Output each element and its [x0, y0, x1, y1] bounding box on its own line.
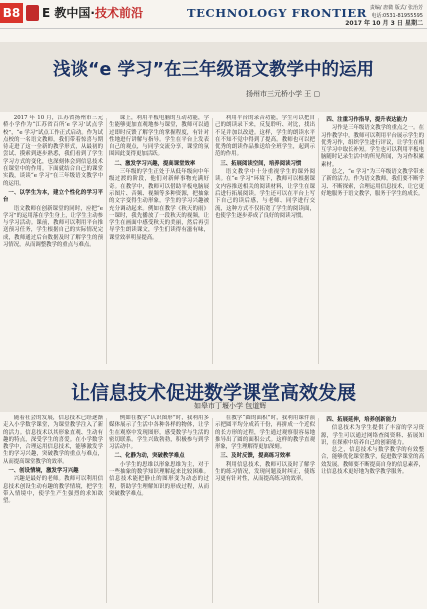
paragraph: 利用平台的录音功能，学生可以把自己的朗读录下来，反复聆听、对比，找出不足并加以改进。这样，学生的朗读水平在不知不觉中得到了提高。教师也可以把优秀的朗读作品推送给全班学生，起到示范的作用。: [215, 115, 315, 158]
section-title: [42, 3, 143, 23]
english-section-title: TECHNOLOGY FRONTIER: [187, 6, 367, 20]
paragraph: 习作是三年级语文教学的重点之一。在习作教学中，教师可以利用平台展示学生的优秀习作，组织学生进行评议，让学生在相互学习中取长补短。学生也可以利用平板电脑随时记录生活中的所见所闻，为习作积累素材。: [321, 125, 424, 168]
paragraph: 例如在教学“认识图形”时，我利用多媒体展示了生活中各种各样的物体，让学生在观察中发现图形，感受数学与生活的密切联系。学生兴致勃勃，积极参与到学习活动中。: [109, 415, 209, 451]
editor-line: 责编/ 唐微 版式/ 张治芳: [369, 5, 423, 11]
paragraph: 随着社会的发展，信息技术已经逐渐走入小学数学课堂，为课堂教学注入了新的活力。信息技术以其形象直观、生动有趣的特点，深受学生的喜爱。在小学数学教学中，合理运用信息技术，能够激发学生的学习兴趣，突破教学的重点与难点，从而提高课堂教学的效率。: [3, 415, 103, 465]
article1-column-3: [215, 115, 315, 367]
article2-byline: 如皋市丁堰小学 包道辉: [194, 402, 267, 410]
subheading: 一、创设情境，激发学习兴趣: [8, 468, 79, 475]
column-divider: [318, 118, 319, 364]
article2-column-4: [321, 415, 424, 606]
paragraph: 总之，信息技术与数学教学的有效整合，能够优化课堂教学，促进数学课堂的高效发展。教师要不断提高自身的信息素养，让信息技术更好地为数学教学服务。: [321, 447, 424, 476]
header-meta: [345, 4, 423, 28]
issue-date: 2017 年 10 月 3 日 星期二: [345, 20, 423, 27]
paragraph: 总之，“e 学习”为三年级语文教学带来了新的活力。作为语文教师，我们要不断学习、不断探索，合理运用信息技术，让它更好地服务于语文教学，服务于学生的成长。: [321, 169, 424, 197]
section-part2: 技术前沿: [94, 6, 143, 20]
phone-line: 电话:0531-81955595: [371, 13, 423, 19]
subheading: 四、拓展延伸，培养创新能力: [326, 417, 397, 423]
paragraph: 利用信息技术，教师可以及时了解学生的练习情况，发现问题及时纠正，使练习更有针对性，从而提高练习的效率。: [215, 461, 315, 483]
paragraph: 课上，利用平板电脑的互动功能，学生能够更加直观地参与课堂，教师可以通过即时反馈了解学生的掌握程度，有针对性地进行讲解与指导。学生在平台上发表自己的观点，与同学交流分享，课堂的氛围因此变得更加活跃。: [109, 115, 209, 158]
newspaper-logo-icon: [26, 5, 39, 21]
article2-column-2: [109, 415, 209, 606]
article1-column-1: [3, 115, 103, 367]
section-part1: E 教中国: [42, 6, 91, 20]
section-separator: ·: [90, 6, 95, 20]
article2-column-3: [215, 415, 315, 606]
paragraph: 兴趣是最好的老师。教师可以利用信息技术创设生动有趣的教学情境，把学生带入情境中，使学生产生强烈的求知欲望。: [3, 476, 103, 505]
paragraph: 语文教师在创新课堂的同时，应把“e 学习”的运用落在学生身上，让学生主动参与学习活动。课前，教师可以利用平台推送预习任务，学生根据自己的实际情况完成，教师通过后台数据及时了解学生的预习情况，从而调整教学的重点与难点。: [3, 205, 103, 249]
article1-title: 浅谈“e 学习”在三年级语文教学中的运用: [53, 60, 374, 80]
page-number-badge: B8: [0, 3, 23, 23]
article1-column-4: [321, 115, 424, 367]
column-divider: [212, 418, 213, 603]
subheading: 三、及时反馈，提高练习效率: [220, 453, 291, 460]
article2-title: 让信息技术促进数学课堂高效发展: [70, 382, 356, 404]
article2-column-1: [3, 415, 103, 606]
page-header: [0, 0, 427, 29]
paragraph: 2017 年 10 月，江苏省扬州市三元桥小学作为“江苏省百所‘e 学习’试点学校”，“e 学习”试点工作正式启动。作为试点校的一名语文教师，我们带着惊喜与期待走进了这一全新的教学形式，从最初的尝试、摸索到逐步熟悉，我们看到了学生学习方式的变化，也深刻体会到信息技术在课堂中的作用。下面就结合自己的课堂实践，谈谈“e 学习”在三年级语文教学中的运用。: [3, 115, 103, 187]
paragraph: 信息技术为学生提供了丰富的学习资源，学生可以通过网络查阅资料、拓展知识，在探索中培养自己的创新能力。: [321, 425, 424, 446]
subheading: 二、激发学习兴趣，提高课堂效率: [114, 160, 196, 167]
column-divider: [106, 418, 107, 603]
subheading: 一、以学生为本，建立个性化的学习平台: [3, 189, 103, 204]
paragraph: 小学生的思维以形象思维为主，对于一些抽象的数学知识理解起来比较困难。信息技术能把静止的图形变为动态的过程，帮助学生理解知识的形成过程，从而突破教学难点。: [109, 461, 209, 497]
column-divider: [318, 418, 319, 603]
article1-byline: 扬州市三元桥小学 王 ▢: [246, 90, 321, 98]
column-divider: [106, 118, 107, 364]
subheading: 二、化静为动，突破教学难点: [114, 453, 185, 460]
column-divider: [212, 118, 213, 364]
subheading: 四、注重习作指导，提升表达能力: [326, 117, 408, 123]
paragraph: 三年级的学生正处于从低年级向中年级过渡的阶段，他们对新鲜事物充满好奇。在教学中，教师可以借助平板电脑展示图片、音频、视频等多种资源，把抽象的文字变得生动形象，学生的学习兴趣被充分调动起来。例如在教学《秋天的雨》一课时，我先播放了一段秋天的视频，让学生在画面中感受秋天的美丽，然后再引导学生朗读课文，学生们读得有滋有味，课堂效率明显提高。: [109, 169, 209, 241]
paragraph: 在教学“圆的面积”时，我利用课件演示把圆平均分成若干份，再拼成一个近似的长方形的过程，学生通过观察很容易地推导出了圆的面积公式。这样的教学直观形象，学生理解得更加深刻。: [215, 415, 315, 451]
paragraph: 语文教学中十分重视学生的课外阅读。在“e 学习”环境下，教师可以根据课文内容推送相关的阅读材料，让学生在课后进行拓展阅读。学生还可以在平台上写下自己的读后感，与老师、同学进行交流，这种方式不仅拓宽了学生的阅读面，也使学生逐步养成了良好的阅读习惯。: [215, 169, 315, 219]
article1-column-2: [109, 115, 209, 367]
subheading: 三、拓展阅读空间，培养阅读习惯: [220, 160, 302, 167]
